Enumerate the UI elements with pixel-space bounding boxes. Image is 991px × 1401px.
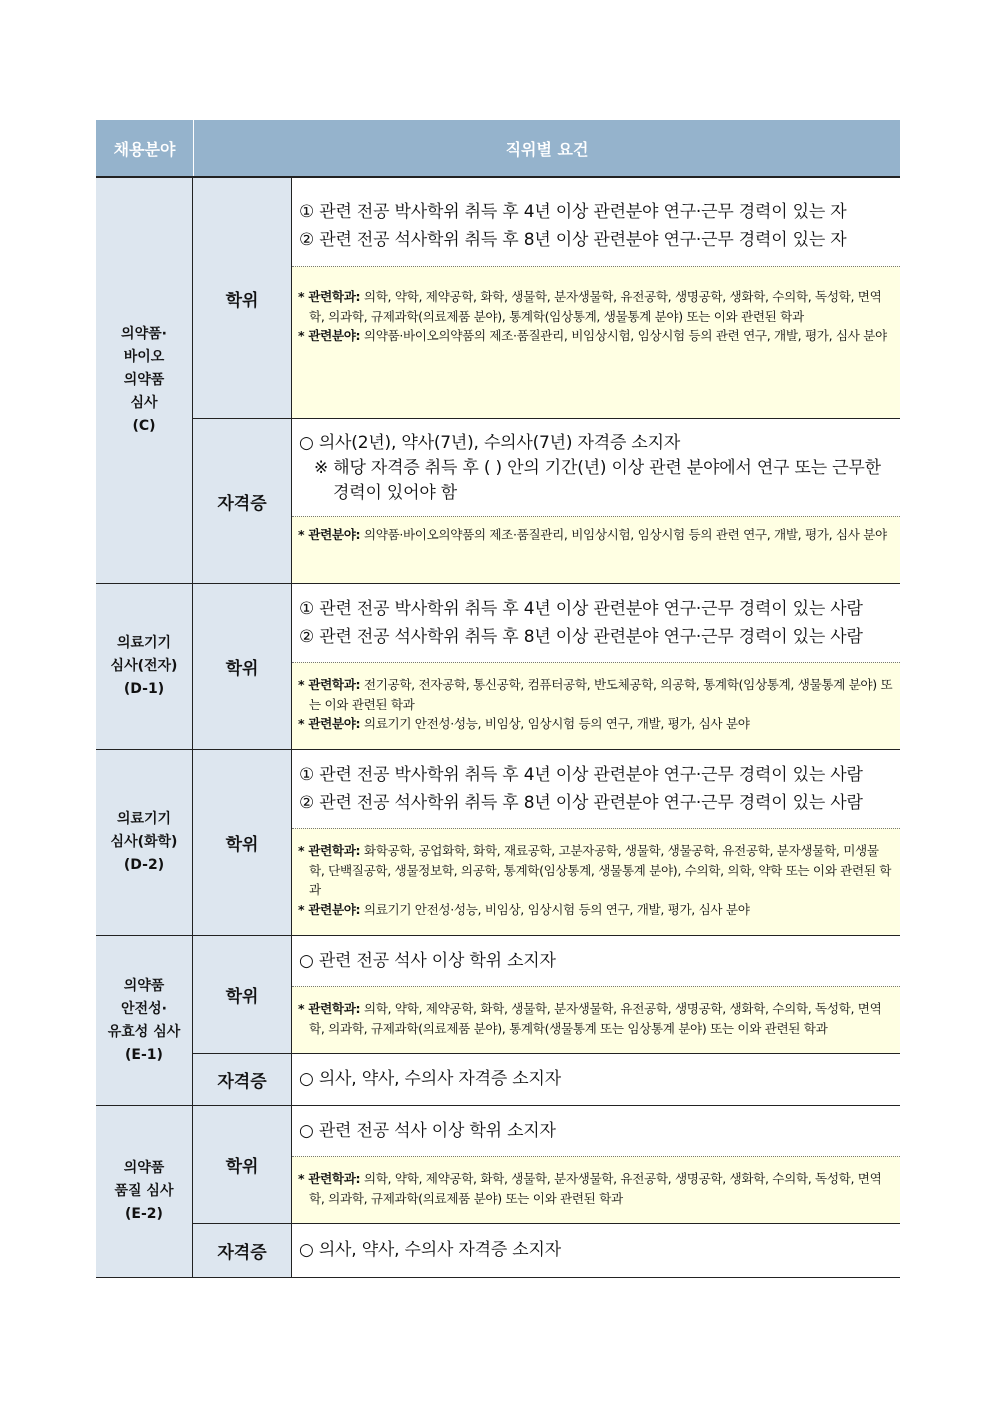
note-box <box>292 516 900 583</box>
note-line: * 관련분야: 의약품·바이오의약품의 제조·품질관리, 비임상시험, 임상시험 등의 관련 연구, 개발, 평가, 심사 분야 <box>298 527 887 542</box>
requirement-line: ① 관련 전공 박사학위 취득 후 4년 이상 관련분야 연구·근무 경력이 있는 자 <box>299 202 847 222</box>
field-line: (D-1) <box>123 681 165 697</box>
type-license: 자격증 <box>193 1224 292 1277</box>
row-license <box>193 418 900 583</box>
row-degree <box>193 584 900 749</box>
requirement-line: ○ 의사(2년), 약사(7년), 수의사(7년) 자격증 소지자 <box>299 433 681 453</box>
note-box <box>292 828 900 935</box>
field-line: (E-2) <box>125 1206 163 1222</box>
requirement-line: ① 관련 전공 박사학위 취득 후 4년 이상 관련분야 연구·근무 경력이 있는 사람 <box>299 599 863 619</box>
field-line: 의료기기 <box>116 811 172 827</box>
field-e2 <box>96 1106 193 1277</box>
field-line: (C) <box>132 418 156 434</box>
note-line: * 관련분야: 의약품·바이오의약품의 제조·품질관리, 비임상시험, 임상시험 등의 관련 연구, 개발, 평가, 심사 분야 <box>298 328 887 343</box>
section-c <box>96 178 900 584</box>
requirement-line: ② 관련 전공 석사학위 취득 후 8년 이상 관련분야 연구·근무 경력이 있는 자 <box>299 230 847 250</box>
requirement-line: ○ 의사, 약사, 수의사 자격증 소지자 <box>299 1240 561 1260</box>
note-line: * 관련학과: 전기공학, 전자공학, 통신공학, 컴퓨터공학, 반도체공학, 의공학, 통계학(임상통계, 생물통계 분야) 또는 이와 관련된 학과 <box>298 677 893 712</box>
field-c <box>96 178 193 583</box>
field-d2 <box>96 750 193 935</box>
type-degree: 학위 <box>193 750 292 935</box>
note-line: * 관련학과: 화학공학, 공업화학, 화학, 재료공학, 고분자공학, 생물학, 생물공학, 유전공학, 분자생물학, 미생물학, 단백질공학, 생물정보학, 의공학, 통계학(임상통계, 생물통계 분야), 수의학, 의학, 약학 또는 이와 관련된 학과 <box>298 843 892 897</box>
requirements-table <box>96 120 900 1278</box>
field-line: 의약품 <box>123 977 165 994</box>
row-degree <box>193 1106 900 1223</box>
type-degree: 학위 <box>193 178 292 418</box>
note-box <box>292 986 900 1053</box>
field-line: 의약품· <box>121 326 167 342</box>
type-degree: 학위 <box>193 936 292 1053</box>
note-box <box>292 1156 900 1223</box>
field-line: 품질 심사 <box>114 1183 174 1199</box>
field-line: 의약품 <box>123 1160 165 1176</box>
type-license: 자격증 <box>193 1054 292 1105</box>
note-line: * 관련학과: 의학, 약학, 제약공학, 화학, 생물학, 분자생물학, 유전공학, 생명공학, 생화학, 수의학, 독성학, 면역학, 의과학, 규제과학(의료제품 분야) 또는 이와 관련된 학과 <box>298 1171 882 1206</box>
field-line: 바이오 <box>123 349 165 365</box>
field-line: 심사(화학) <box>110 834 178 850</box>
requirement-line: ○ 관련 전공 석사 이상 학위 소지자 <box>299 1121 556 1141</box>
row-degree <box>193 178 900 418</box>
note-line: * 관련학과: 의학, 약학, 제약공학, 화학, 생물학, 분자생물학, 유전공학, 생명공학, 생화학, 수의학, 독성학, 면역학, 의과학, 규제과학(의료제품 분야), 통계학(생물통계 또는 임상통계 분야) 또는 이와 관련된 학과 <box>298 1001 882 1036</box>
field-line: (D-2) <box>123 857 165 873</box>
field-line: 심사(전자) <box>110 658 178 674</box>
field-line: 의료기기 <box>116 635 172 651</box>
header-requirements: 직위별 요건 <box>505 139 589 159</box>
note-line: * 관련학과: 의학, 약학, 제약공학, 화학, 생물학, 분자생물학, 유전공학, 생명공학, 생화학, 수의학, 독성학, 면역학, 의과학, 규제과학(의료제품 분야), 통계학(임상통계, 생물통계 분야) 또는 이와 관련된 학과 <box>298 289 882 324</box>
requirement-note: 경력이 있어야 함 <box>333 483 457 503</box>
section-d2 <box>96 750 900 936</box>
requirement-line: ② 관련 전공 석사학위 취득 후 8년 이상 관련분야 연구·근무 경력이 있는 사람 <box>299 627 863 647</box>
row-license <box>193 1053 900 1105</box>
section-d1 <box>96 584 900 750</box>
field-d1 <box>96 584 193 749</box>
row-degree <box>193 750 900 935</box>
field-line: 안전성· <box>121 1000 167 1017</box>
field-line: 의약품 <box>123 372 165 388</box>
field-line: 심사 <box>130 395 158 411</box>
note-line: * 관련분야: 의료기기 안전성·성능, 비임상, 임상시험 등의 연구, 개발, 평가, 심사 분야 <box>298 901 750 917</box>
requirement-line: ○ 관련 전공 석사 이상 학위 소지자 <box>299 951 556 971</box>
requirement-line: ② 관련 전공 석사학위 취득 후 8년 이상 관련분야 연구·근무 경력이 있는 사람 <box>299 793 863 813</box>
section-e2 <box>96 1106 900 1278</box>
note-box <box>292 266 900 418</box>
row-degree <box>193 936 900 1053</box>
note-line: * 관련분야: 의료기기 안전성·성능, 비임상, 임상시험 등의 연구, 개발, 평가, 심사 분야 <box>298 716 750 731</box>
row-license <box>193 1223 900 1277</box>
type-degree: 학위 <box>193 584 292 749</box>
field-e1 <box>96 936 193 1105</box>
requirement-note: ※ 해당 자격증 취득 후 ( ) 안의 기간(년) 이상 관련 분야에서 연구 또는 근무한 <box>314 458 881 478</box>
header-field: 채용분야 <box>96 120 194 176</box>
field-line: 유효성 심사 <box>107 1023 181 1040</box>
type-license: 자격증 <box>193 419 292 583</box>
note-box <box>292 662 900 749</box>
table-header <box>96 120 900 178</box>
section-e1 <box>96 936 900 1106</box>
type-degree: 학위 <box>193 1106 292 1223</box>
requirement-line: ① 관련 전공 박사학위 취득 후 4년 이상 관련분야 연구·근무 경력이 있는 사람 <box>299 765 863 785</box>
requirement-line: ○ 의사, 약사, 수의사 자격증 소지자 <box>299 1069 561 1089</box>
field-line: (E-1) <box>125 1046 163 1063</box>
